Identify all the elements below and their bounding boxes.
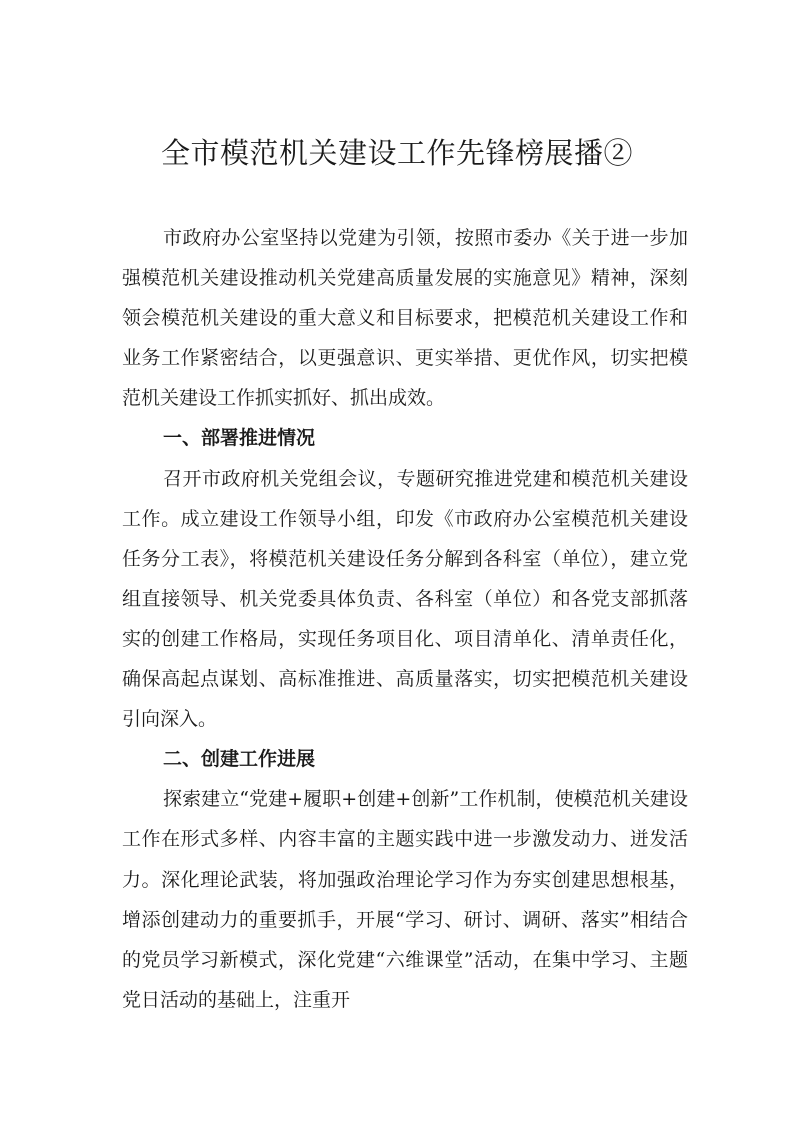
document-body — [122, 218, 688, 1020]
section-heading-progress: 二、创建工作进展 — [163, 748, 316, 771]
progress-paragraph: 探索建立“党建+履职+创建+创新”工作机制，使模范机关建设工作在形式多样、内容丰富的主题实践中进一步激发动力、迸发活力。深化理论武装，将加强政治理论学习作为夯实创建思想根基，增添创建动力的重要抓手，开展“学习、研讨、调研、落实”相结合的党员学习新模式，深化党建“六维课堂”活动，在集中学习、主题党日活动的基础上，注重开 — [122, 788, 688, 1011]
document-title: 全市模范机关建设工作先锋榜展播② — [160, 136, 633, 170]
section-heading-deployment: 一、部署推进情况 — [163, 427, 316, 450]
intro-paragraph: 市政府办公室坚持以党建为引领，按照市委办《关于进一步加强模范机关建设推动机关党建高质量发展的实施意见》精神，深刻领会模范机关建设的重大意义和目标要求，把模范机关建设工作和业务工作紧密结合，以更强意识、更实举措、更优作风，切实把模范机关建设工作抓实抓好、抓出成效。 — [122, 227, 688, 410]
deployment-paragraph: 召开市政府机关党组会议，专题研究推进党建和模范机关建设工作。成立建设工作领导小组，印发《市政府办公室模范机关建设任务分工表》，将模范机关建设任务分解到各科室（单位），建立党组直接领导、机关党委具体负责、各科室（单位）和各党支部抓落实的创建工作格局，实现任务项目化、项目清单化、清单责任化，确保高起点谋划、高标准推进、高质量落实，切实把模范机关建设引向深入。 — [122, 467, 688, 731]
